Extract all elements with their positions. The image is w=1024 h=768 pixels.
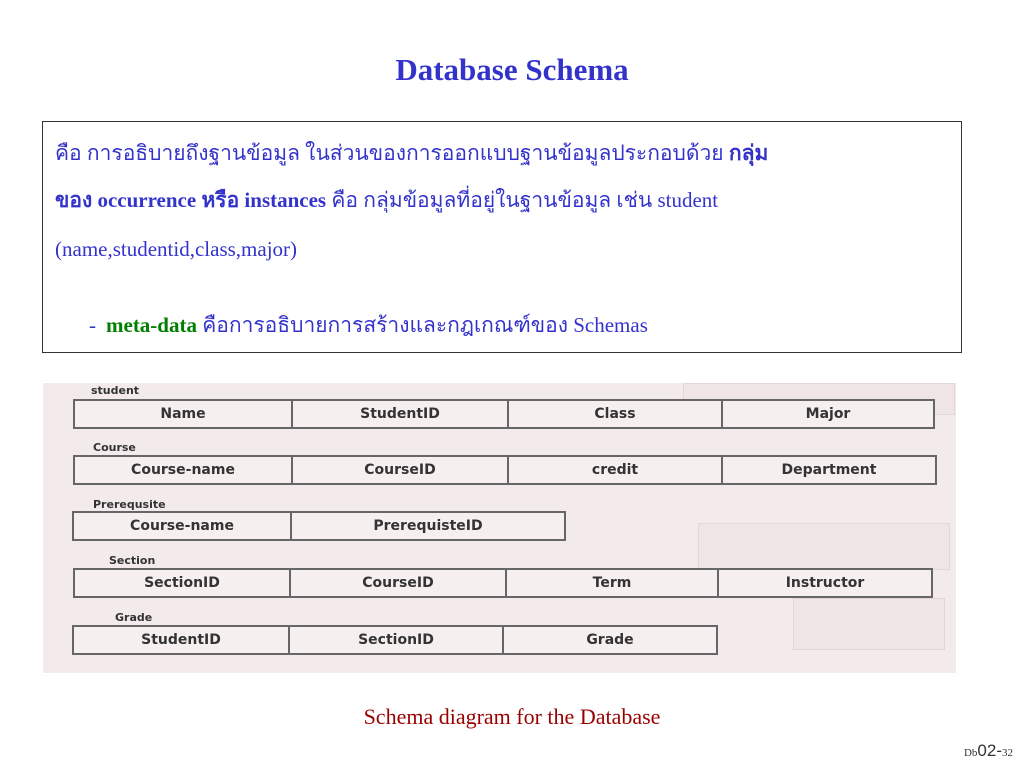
attribute-cell: Course-name [73, 455, 293, 485]
attribute-cell: Instructor [717, 568, 933, 598]
footer-page-number: 32 [1002, 747, 1013, 759]
attribute-cell: Grade [502, 625, 718, 655]
slide-footer [964, 741, 1013, 761]
relation-student [73, 399, 935, 429]
relation-label-section: Section [109, 554, 156, 567]
relation-label-prerequisite: Prerequsite [93, 498, 166, 511]
relation-prerequisite [72, 511, 566, 541]
attribute-cell: credit [507, 455, 723, 485]
slide-title: Database Schema [395, 52, 629, 87]
bullet-text: คือการอธิบายการสร้างและกฎเกณฑ์ของ Schemas [196, 313, 648, 337]
ghost-shape [793, 598, 945, 650]
attribute-cell: SectionID [73, 568, 291, 598]
definition-line-2 [55, 188, 955, 212]
definition-line-1-bold: กลุ่ม [728, 141, 769, 165]
attribute-cell: Course-name [72, 511, 292, 541]
attribute-cell: Department [721, 455, 937, 485]
definition-line-2-text: คือ กลุ่มข้อมูลที่อยู่ในฐานข้อมูล เช่น student [326, 188, 719, 212]
attribute-cell: CourseID [291, 455, 509, 485]
definition-line-2-bold: ของ occurrence หรือ instances [55, 188, 327, 212]
footer-prefix: Db [963, 747, 978, 759]
relation-label-course: Course [93, 441, 136, 454]
relation-section [73, 568, 933, 598]
attribute-cell: PrerequisteID [290, 511, 566, 541]
bullet-term: meta-data [106, 313, 197, 337]
footer-main: 02- [977, 741, 1002, 760]
bullet-dash: - [89, 313, 96, 337]
definition-box [42, 121, 962, 353]
attribute-cell: Name [73, 399, 293, 429]
relation-label-student: student [91, 384, 140, 397]
attribute-cell: Major [721, 399, 935, 429]
attribute-cell: CourseID [289, 568, 507, 598]
relation-label-grade: Grade [115, 611, 153, 624]
schema-diagram [43, 383, 956, 673]
attribute-cell: SectionID [288, 625, 504, 655]
meta-data-bullet [89, 309, 648, 342]
attribute-cell: StudentID [291, 399, 509, 429]
ghost-shape [698, 523, 950, 570]
attribute-cell: Class [507, 399, 723, 429]
relation-course [73, 455, 937, 485]
diagram-caption: Schema diagram for the Database [363, 704, 661, 729]
relation-grade [72, 625, 718, 655]
definition-line-3: (name,studentid,class,major) [55, 237, 298, 261]
attribute-cell: StudentID [72, 625, 290, 655]
definition-line-1-text: คือ การอธิบายถึงฐานข้อมูล ในส่วนของการออกแบบฐานข้อมูลประกอบด้วย [55, 141, 729, 165]
definition-line-1 [55, 141, 955, 165]
attribute-cell: Term [505, 568, 719, 598]
